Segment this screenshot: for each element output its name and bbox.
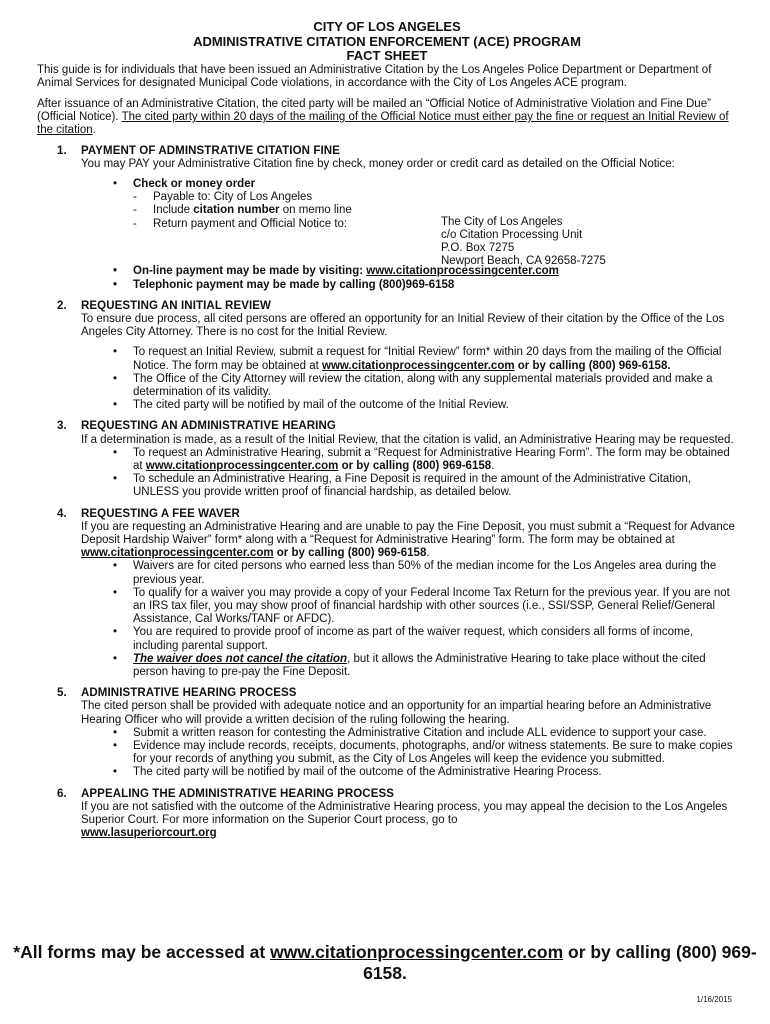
- section-text: [81, 521, 737, 561]
- return-text: - Return payment and Official Notice to:: [153, 217, 348, 230]
- title-city: CITY OF LOS ANGELES: [313, 19, 461, 34]
- citation-center-link[interactable]: www.citationprocessingcenter.com: [322, 359, 515, 372]
- section-text: If you are not satisfied with the outcome of the Administrative Hearing process, you may appeal the decision to the Los Angeles Superior Court. For more information on the Superior Court process, go to: [81, 800, 728, 827]
- section-title: PAYMENT OF ADMINSTRATIVE CITATION FINE: [81, 144, 340, 157]
- superior-court-link[interactable]: www.lasuperiorcourt.org: [81, 827, 217, 840]
- check-instructions: [133, 191, 737, 268]
- section-title: REQUESTING AN INITIAL REVIEW: [81, 299, 272, 312]
- section-number: 5.: [57, 687, 67, 700]
- list-item: [81, 178, 737, 268]
- list-item: [81, 653, 737, 679]
- include-citation: [133, 204, 737, 217]
- mailing-address: [441, 216, 606, 269]
- section-payment: [37, 145, 737, 292]
- list-item: • To schedule an Administrative Hearing, a Fine Deposit is required in the amount of the Administrative Citation, UNLESS you provide written proof of financial hardship, as detailed below.: [81, 473, 737, 499]
- section-text: To ensure due process, all cited persons are offered an opportunity for an Initial Review of their citation by the Office of the Los Angeles City Attorney. There is no cost for the Initial Review.: [81, 312, 725, 339]
- address-line: The City of Los Angeles: [441, 215, 563, 228]
- section-text: You may PAY your Administrative Citation fine by check, money order or credit card as detailed on the Official Notice:: [81, 157, 675, 170]
- section-number: 1.: [57, 144, 67, 157]
- section-title: ADMINISTRATIVE HEARING PROCESS: [81, 687, 297, 700]
- section-heading: [37, 300, 737, 313]
- bullet-text: To request an Administrative Hearing, submit a “Request for Administrative Hearing Form”. The form may be obtained at: [133, 446, 730, 472]
- list-item: • The Office of the City Attorney will review the citation, along with any supplemental materials provided and make a determination of its validity.: [81, 373, 737, 399]
- waiver-list: [81, 560, 737, 679]
- list-item: • The cited party will be notified by mail of the outcome of the Administrative Hearing Process.: [81, 766, 737, 779]
- phone-text: or by calling (800) 969-6158.: [514, 359, 671, 372]
- list-item: • Evidence may include records, receipts, documents, photographs, and/or witness statements. Be sure to make copies for your records of anything you submit, as the City of Los Angeles will keep the evidence you submitted.: [81, 740, 737, 766]
- hearing-request-list: [81, 447, 737, 500]
- notice-paragraph: [37, 98, 737, 138]
- citation-center-link[interactable]: www.citationprocessingcenter.com: [366, 265, 559, 278]
- address-line: c/o Citation Processing Unit: [441, 228, 583, 241]
- title-program: ADMINISTRATIVE CITATION ENFORCEMENT (ACE) PROGRAM: [193, 33, 581, 49]
- section-text: The cited person shall be provided with adequate notice and an opportunity for an impartial hearing before an Administrative Hearing Officer who will provide a written decision of the ruling following the hearing.: [81, 700, 712, 726]
- list-item: • You are required to provide proof of income as part of the waiver request, which considers all forms of income, including parental support.: [81, 626, 737, 652]
- notice-deadline-text: The cited party within 20 days of the mailing of the Official Notice must either pay the fine or request an Initial Review of the citation: [37, 111, 729, 137]
- section-initial-review: [37, 300, 737, 413]
- section-heading: [37, 508, 737, 521]
- period: .: [426, 547, 430, 560]
- list-item: [81, 346, 737, 372]
- footer-phone-text: or by calling (800) 969-6158.: [363, 942, 757, 983]
- address-line: Newport Beach, CA 92658-7275: [441, 255, 606, 268]
- include-text: Include: [153, 204, 194, 217]
- list-item: • To qualify for a waiver you may provide a copy of your Federal Income Tax Return for the previous year. If you are not an IRS tax filer, you may show proof of financial hardship with other sources (i.e., SSI/SSP, General Relief/General Assistance, Cal Works/TANF or AFDC).: [81, 587, 737, 627]
- footer-text: *All forms may be accessed at: [13, 942, 271, 962]
- memo-text: on memo line: [279, 204, 352, 217]
- intro-paragraph: This guide is for individuals that have been issued an Administrative Citation by the Los Angeles Police Department or Department of Animal Services for designated Municipal Code violations, in accordance with the City of Los Angeles ACE program.: [37, 63, 712, 89]
- document-title: [37, 20, 737, 64]
- section-fee-waver: [37, 508, 737, 680]
- telephone-payment: • Telephonic payment may be made by calling (800)969-6158: [81, 279, 737, 292]
- forms-access-note: [0, 942, 770, 984]
- waiver-emphasis: The waiver does not cancel the citation: [133, 652, 348, 665]
- waiver-rest: , but it allows the Administrative Hearing to take place without the cited person having to pre-pay the Fine Deposit.: [133, 652, 706, 679]
- section-title: REQUESTING A FEE WAVER: [81, 507, 240, 520]
- waiver-text: If you are requesting an Administrative Hearing and are unable to pay the Fine Deposit, you must submit a “Request for Advance Deposit Hardship Waiver” form* along with a “Request for Administrative Hearing” form. The form may be obtained at: [81, 520, 735, 546]
- online-payment-text: On-line payment may be made by visiting:: [133, 265, 367, 278]
- list-item: • The cited party will be notified by mail of the outcome of the Initial Review.: [81, 399, 737, 412]
- section-appeal: [37, 788, 737, 841]
- initial-review-list: [81, 346, 737, 412]
- list-item: [81, 265, 737, 278]
- list-item: [81, 447, 737, 473]
- section-number: 3.: [57, 420, 67, 433]
- citation-number-label: citation number: [193, 204, 280, 217]
- bullet-text: To request an Initial Review, submit a request for “Initial Review” form* within 20 days from the mailing of the Official Notice. The form may be obtained at: [133, 346, 722, 372]
- payable-to: - Payable to: City of Los Angeles: [133, 191, 737, 204]
- section-number: 4.: [57, 507, 67, 520]
- section-heading: [37, 420, 737, 433]
- citation-center-link[interactable]: www.citationprocessingcenter.com: [145, 459, 339, 472]
- list-item: • Submit a written reason for contesting the Administrative Citation and include ALL evidence to support your case.: [81, 727, 737, 740]
- section-text: If a determination is made, as a result of the Initial Review, that the citation is valid, an Administrative Hearing may be requested.: [81, 433, 734, 446]
- phone-text: or by calling (800) 969-6158: [338, 459, 492, 472]
- section-title: REQUESTING AN ADMINISTRATIVE HEARING: [81, 420, 336, 433]
- section-number: 6.: [57, 787, 67, 800]
- section-hearing-process: [37, 687, 737, 779]
- section-title: APPEALING THE ADMINISTRATIVE HEARING PROCESS: [81, 787, 395, 800]
- footer-citation-center-link[interactable]: www.citationprocessingcenter.com: [270, 942, 564, 962]
- fact-sheet-page: [37, 20, 737, 840]
- section-number: 2.: [57, 299, 67, 312]
- hearing-process-list: [81, 727, 737, 780]
- address-line: P.O. Box 7275: [441, 241, 515, 254]
- return-payment: [133, 215, 737, 269]
- check-title: Check or money order: [133, 177, 256, 190]
- period: .: [491, 459, 495, 472]
- list-item: • Waivers are for cited persons who earned less than 50% of the median income for the Los Angeles area during the previous year.: [81, 560, 737, 586]
- notice-text: After issuance of an Administrative Citation, the cited party will be mailed an “Official Notice of Administrative Violation and Fine Due” (Official Notice).: [37, 97, 711, 124]
- phone-text: or by calling (800) 969-6158: [273, 547, 427, 560]
- revision-date: 1/16/2015: [696, 995, 732, 1004]
- payment-options-list: [81, 178, 737, 292]
- notice-period: .: [92, 124, 96, 137]
- section-heading: [37, 788, 737, 801]
- title-fact-sheet: FACT SHEET: [346, 48, 428, 63]
- citation-center-link[interactable]: www.citationprocessingcenter.com: [81, 547, 274, 560]
- section-administrative-hearing: [37, 420, 737, 499]
- section-heading: [37, 687, 737, 700]
- section-heading: [37, 145, 737, 158]
